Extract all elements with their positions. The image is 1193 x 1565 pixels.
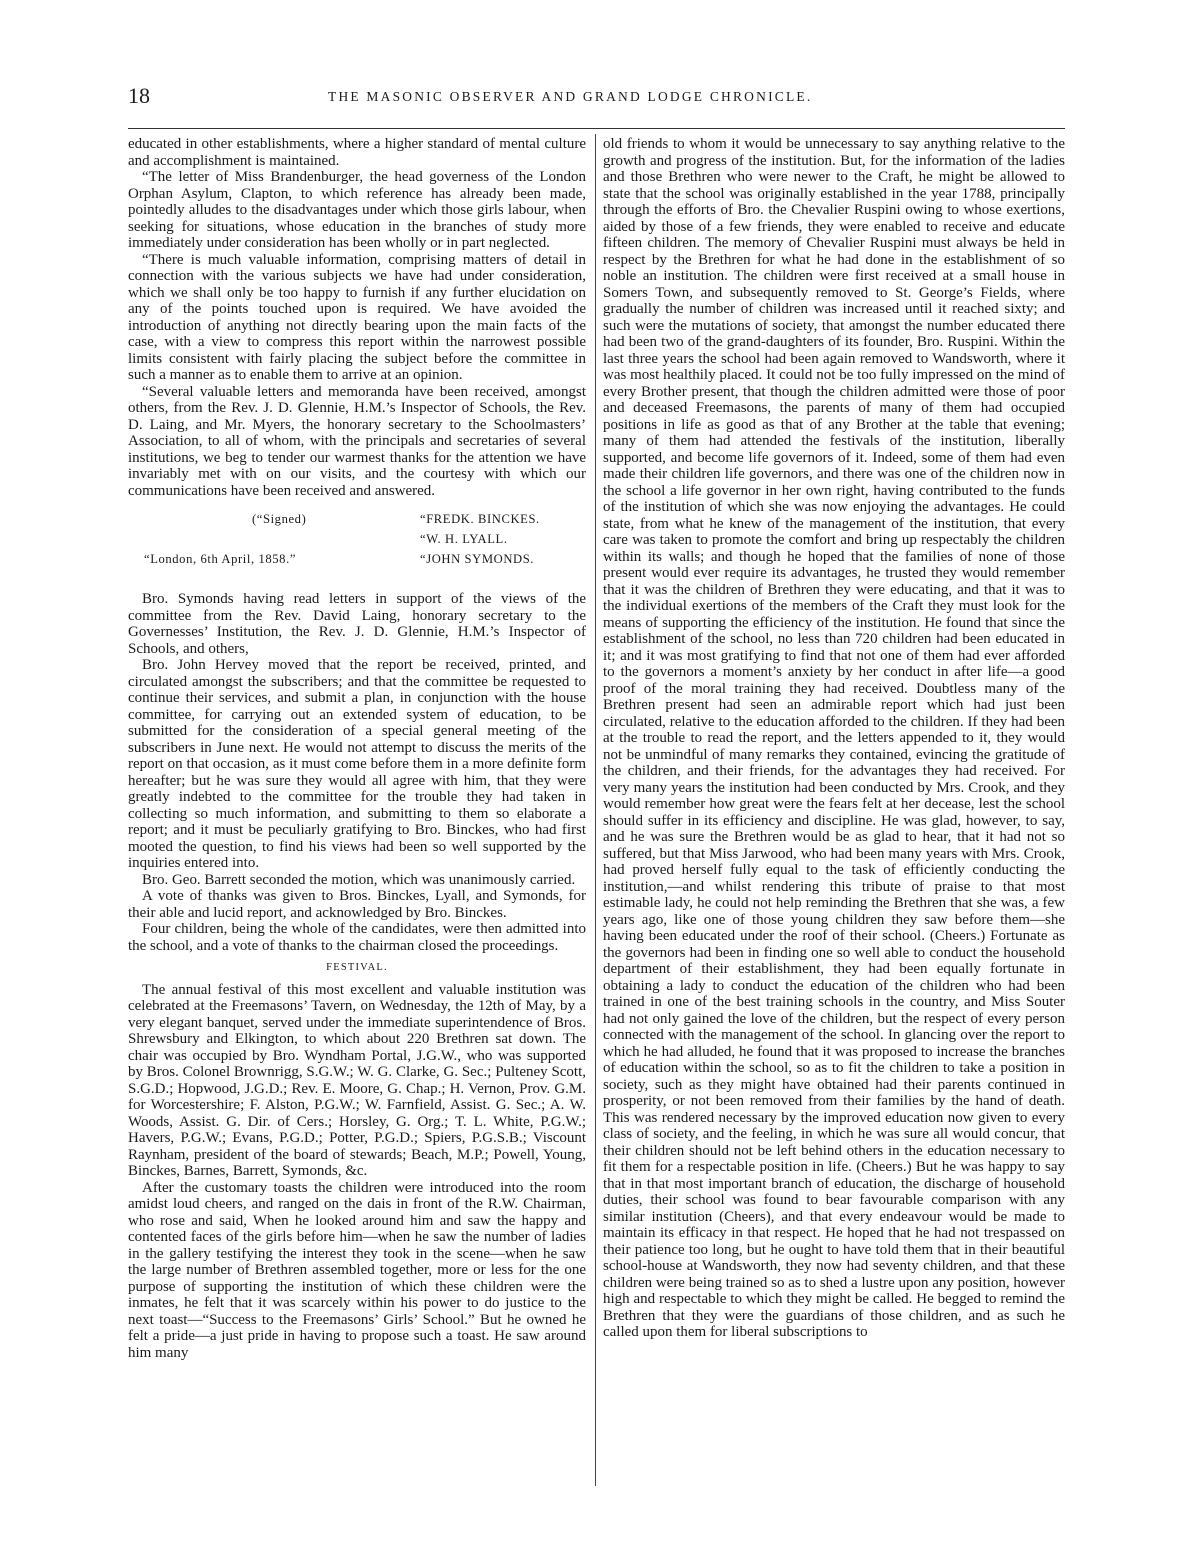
running-title: THE MASONIC OBSERVER AND GRAND LODGE CHRONICLE.	[328, 89, 813, 104]
left-paragraph-1: educated in other establishments, where a higher standard of mental culture and accomplishment is maintained.	[128, 136, 586, 169]
left-paragraph-8: A vote of thanks was given to Bros. Binckes, Lyall, and Symonds, for their able and lucid report, and acknowledged by Bro. Binckes.	[128, 888, 586, 921]
left-paragraph-6: Bro. John Hervey moved that the report be received, printed, and circulated amongst the subscribers; and that the committee be requested to continue their services, and submit a plan, in conjunction with the house committee, for carrying out an extended system of education, to be submitted for the consideration of a special general meeting of the subscribers in June next. He would not attempt to discuss the merits of the report on that occasion, as it must come before them in a more definite form hereafter; but he was sure they would all agree with him, that they were greatly indebted to the committee for the trouble they had taken in collecting so much information, and submitting to them so elaborate a report; and it must be peculiarly gratifying to Bro. Binckes, who had first mooted the question, to find his views had been so well supported by the inquiries entered into.	[128, 657, 586, 871]
festival-heading: FESTIVAL.	[326, 962, 388, 973]
page-header	[128, 82, 1065, 110]
signed-label: (“Signed)	[252, 512, 307, 526]
dateline: “London, 6th April, 1858.”	[144, 552, 297, 566]
left-column	[128, 136, 586, 1488]
left-paragraph-11: After the customary toasts the children were introduced into the room amidst loud cheers, and ranged on the dais in front of the R.W. Chairman, who rose and said, When he looked around him and saw the happy and contented faces of the girls before him—when he saw the number of ladies in the gallery testifying the interest they took in the scene—when he saw the large number of Brethren assembled together, more or less for the one purpose of supporting the institution of which these children were the inmates, he felt that it was scarcely within his power to do justice to the next toast—“Success to the Freemasons’ Girls’ School.” But he owned he felt a pride—a just pride in having to propose such a toast. He saw around him many	[128, 1179, 586, 1361]
left-paragraph-4: “Several valuable letters and memoranda have been received, amongst others, from the Rev. J. D. Glennie, H.M.’s Inspector of Schools, the Rev. D. Laing, and Mr. Myers, the honorary secretary to the Schoolmasters’ Association, to all of whom, with the principals and secretaries of several institutions, we beg to tender our warmest thanks for the attention we have invariably met with on our visits, and the courtesy with which our communications have been received and answered.	[128, 383, 586, 499]
signer-lyall: “W. H. LYALL.	[420, 532, 508, 546]
right-paragraph-1: old friends to whom it would be unnecessary to say anything relative to the growth and progress of the institution. But, for the information of the ladies and those Brethren who were newer to the Craft, he might be allowed to state that the school was originally established in the year 1788, principally through the efforts of Bro. the Chevalier Ruspini owing to whose exertions, aided by those of a few friends, they were enabled to receive and educate fifteen children. The memory of Chevalier Ruspini must always be held in respect by the Brethren for what he had done in the establishment of so noble an institution. The children were first received at a small house in Somers Town, and subsequently removed to St. George’s Fields, where gradually the number of children was increased until it reached sixty; and such were the mutations of society, that amongst the number educated there had been two of the grand-daughters of its founder, Bro. Ruspini. Within the last three years the school had been again removed to Wandsworth, where it was most healthily placed. It could not be too fully impressed on the mind of every Brother present, that though the children admitted were those of poor and deceased Freemasons, the parents of many of them had occupied positions in life as good as that of any Brother at the table that evening; many of them had attended the festivals of the institution, liberally supported, and become life governors of it. Indeed, some of them had even made their children life governors, and there was one of the children now in the school a life governor in her own right, having contributed to the funds of the institution of which she was now enjoying the advantages. He could state, from what he knew of the management of the institution, that every care was taken to promote the comfort and bring up respectably the children within its walls; and though he hoped that the families of none of those present would ever require its advantages, he trusted they would remember that it was the children of Brethren they were educating, and that it was to the individual exertions of the members of the Craft they must look for the means of supporting the efficiency of the institution. He found that since the establishment of the school, no less than 720 children had been educated in it; and it was most gratifying to find that not one of them had ever afforded to the governors a moment’s anxiety by her conduct in after life—a good proof of the moral training they had received. Doubtless many of the Brethren present had seen an admirable report which had just been circulated, relative to the education afforded to the children. If they had been at the trouble to read the report, and the letters appended to it, they would not be unmindful of many remarks they contained, evincing the gratitude of the children, and their friends, for the advantages they had received. For very many years the institution had been conducted by Mrs. Crook, and they would remember how great were the fears felt at her decease, lest the school should suffer in its efficiency and discipline. He was glad, however, to say, and he was sure the Brethren would be as glad to hear, that it had not so suffered, but that Miss Jarwood, who had been many years with Mrs. Crook, had proved herself fully equal to the task of efficiently conducting the institution,—and whilst rendering this tribute of praise to that most estimable lady, he could not help reminding the Brethren that she was, a few years ago, like one of those young children they saw before them—she having been educated under the roof of their school. (Cheers.) Fortunate as the governors had been in finding one so well able to conduct the household department of their establishment, they had been equally fortunate in obtaining a lady to conduct the education of the children who had been trained in one of the best training schools in the country, and Miss Souter had not only gained the love of the children, but the respect of every person connected with the management of the school. In glancing over the report to which he had alluded, he found that it was proposed to increase the branches of education within the school, so as to fit the children to take a position in society, such as they might have obtained had their parents continued in prosperity, or not been removed from their families by the hand of death. This was rendered necessary by the improved education now given to every class of society, and the feeling, in which he was sure all would concur, that their children should not be left behind others in the education necessary to fit them for a respectable position in life. (Cheers.) But he was happy to say that in that most important branch of education, the discharge of household duties, their school was found to bear favourable comparison with any similar institution (Cheers), and that every endeavour would be made to maintain its efficacy in that respect. He hoped that he had not trespassed on their patience too long, but he ought to have told them that in their beautiful school-house at Wandsworth, they now had seventy children, and that these children were being trained so as to shed a lustre upon any position, however high and respectable to which they might be called. He begged to remind the Brethren that they were the guardians of those children, and as such he called upon them for liberal subscriptions to	[603, 136, 1065, 1340]
page-number: 18	[128, 83, 150, 108]
signer-binckes: “FREDK. BINCKES.	[420, 512, 540, 526]
right-column	[603, 136, 1065, 1488]
signature-block	[128, 505, 586, 575]
header-rule	[128, 128, 1065, 129]
left-paragraph-5: Bro. Symonds having read letters in support of the views of the committee from the Rev. David Laing, honorary secretary to the Governesses’ Institution, the Rev. J. D. Glennie, H.M.’s Inspector of Schools, and others,	[128, 591, 586, 657]
column-divider	[595, 134, 596, 1486]
signer-symonds: “JOHN SYMONDS.	[420, 552, 535, 566]
left-paragraph-2: “The letter of Miss Brandenburger, the head governess of the London Orphan Asylum, Clapton, to which reference has already been made, pointedly alludes to the disadvantages under which those girls labour, when seeking for situations, whose education in the branches of study more immediately under consideration has been wholly or in part neglected.	[128, 169, 586, 251]
left-paragraph-7: Bro. Geo. Barrett seconded the motion, which was unanimously carried.	[142, 871, 576, 888]
left-paragraph-10: The annual festival of this most excellent and valuable institution was celebrated at the Freemasons’ Tavern, on Wednesday, the 12th of May, by a very elegant banquet, served under the immediate superintendence of Bros. Shrewsbury and Elkington, to which about 220 Brethren sat down. The chair was occupied by Bro. Wyndham Portal, J.G.W., who was supported by Bros. Colonel Brownrigg, S.G.W.; W. G. Clarke, G. Sec.; Pulteney Scott, S.G.D.; Hopwood, J.G.D.; Rev. E. Moore, G. Chap.; H. Vernon, Prov. G.M. for Worcestershire; F. Alston, P.G.W.; W. Farnfield, Assist. G. Sec.; A. W. Woods, Assist. G. Dir. of Cers.; Horsley, G. Org.; T. L. White, P.G.W.; Havers, P.G.W.; Evans, P.G.D.; Potter, P.G.D.; Spiers, P.G.S.B.; Viscount Raynham, president of the board of stewards; Beach, M.P.; Powell, Young, Binckes, Barnes, Barrett, Symonds, &c.	[128, 981, 586, 1179]
left-paragraph-3: “There is much valuable information, comprising matters of detail in connection with the various subjects we have had under consideration, which we shall only be too happy to furnish if any further elucidation on any of the points touched upon is required. We have avoided the introduction of anything not directly bearing upon the main facts of the case, with a view to compress this report within the narrowest possible limits consistent with fairly placing the subject before the committee in such a manner as to enable them to arrive at an opinion.	[128, 251, 586, 383]
left-paragraph-9: Four children, being the whole of the candidates, were then admitted into the school, and a vote of thanks to the chairman closed the proceedings.	[128, 921, 586, 954]
